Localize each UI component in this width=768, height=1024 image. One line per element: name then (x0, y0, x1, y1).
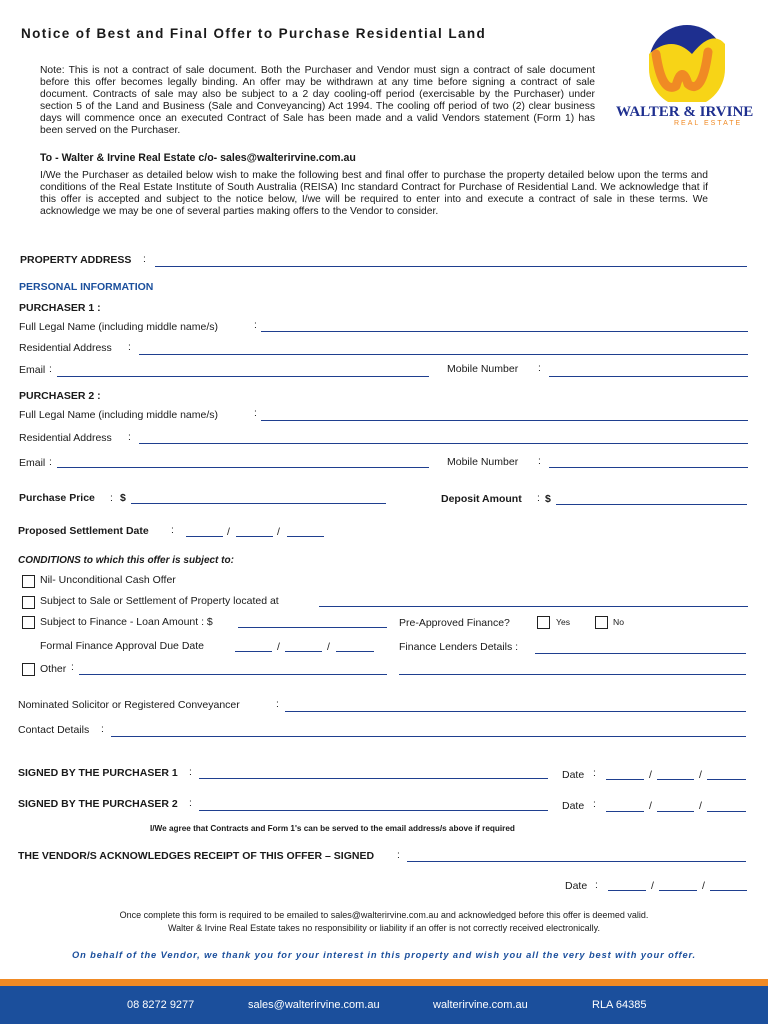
cond-other-checkbox[interactable] (22, 663, 35, 676)
signed1-slash-1: / (649, 769, 652, 781)
solicitor-field[interactable] (285, 711, 746, 712)
property-address-colon: : (143, 253, 146, 265)
settlement-date-label: Proposed Settlement Date (18, 525, 149, 537)
signed2-slash-2: / (699, 800, 702, 812)
p2-email-colon: : (49, 456, 52, 468)
deposit-colon: : (537, 492, 540, 504)
vendor-signed-label: THE VENDOR/S ACKNOWLEDGES RECEIPT OF THIS OFFER – SIGNED (18, 850, 375, 862)
company-logo (612, 24, 762, 134)
purchaser1-heading: PURCHASER 1 : (19, 302, 101, 314)
contact-details-colon: : (101, 723, 104, 735)
settlement-slash-1: / (227, 526, 230, 538)
p1-full-name-colon: : (254, 319, 257, 331)
p2-email-label: Email (19, 457, 46, 469)
p2-email-field[interactable] (57, 467, 429, 468)
p1-mobile-colon: : (538, 362, 541, 374)
signed2-date-day[interactable] (606, 811, 644, 812)
signed2-date-month[interactable] (657, 811, 694, 812)
settlement-slash-2: / (277, 526, 280, 538)
property-address-field[interactable] (155, 266, 747, 267)
deposit-field[interactable] (556, 504, 747, 505)
p1-email-label: Email (19, 364, 46, 376)
agree-note: I/We agree that Contracts and Form 1's can be served to the email address/s above if required (150, 824, 515, 833)
vendor-slash-1: / (651, 880, 654, 892)
bar-rla: RLA 64385 (592, 999, 647, 1011)
vendor-date-colon: : (595, 879, 598, 891)
solicitor-colon: : (276, 698, 279, 710)
form-title: Notice of Best and Final Offer to Purchase Residential Land (21, 26, 487, 41)
p2-mobile-field[interactable] (549, 467, 748, 468)
orange-stripe (0, 979, 768, 986)
contact-bar (0, 986, 768, 1024)
deposit-label: Deposit Amount (441, 493, 522, 505)
signed-purchaser1-label: SIGNED BY THE PURCHASER 1 (18, 767, 178, 779)
cond-nil-checkbox[interactable] (22, 575, 35, 588)
preapproved-no-checkbox[interactable] (595, 616, 608, 629)
personal-info-heading: PERSONAL INFORMATION (19, 281, 154, 293)
settlement-date-colon: : (171, 524, 174, 536)
vendor-date-label: Date (565, 880, 588, 892)
thanks-message: On behalf of the Vendor, we thank you for your interest in this property and wish you all the very best with your offer. (71, 950, 697, 960)
deposit-dollar: $ (545, 493, 551, 505)
purchase-price-field[interactable] (131, 503, 386, 504)
signed1-date-year[interactable] (707, 779, 746, 780)
cond-finance-checkbox[interactable] (22, 616, 35, 629)
finance-due-slash-1: / (277, 641, 280, 653)
logo-brand-text: WALTER & IRVINE (616, 104, 754, 120)
p2-mobile-colon: : (538, 455, 541, 467)
p2-residential-colon: : (128, 431, 131, 443)
cond-other-field-2[interactable] (399, 674, 746, 675)
property-address-label: PROPERTY ADDRESS (20, 254, 132, 266)
bar-phone[interactable]: 08 8272 9277 (127, 999, 195, 1011)
bar-email[interactable]: sales@walterirvine.com.au (248, 999, 380, 1011)
bar-website[interactable]: walterirvine.com.au (433, 999, 528, 1011)
p2-full-name-field[interactable] (261, 420, 748, 421)
p2-full-name-colon: : (254, 407, 257, 419)
p1-residential-label: Residential Address (19, 342, 112, 354)
conditions-heading: CONDITIONS to which this offer is subject to: (18, 555, 234, 566)
signed2-slash-1: / (649, 800, 652, 812)
signed-purchaser2-label: SIGNED BY THE PURCHASER 2 (18, 798, 178, 810)
vendor-date-year[interactable] (710, 890, 747, 891)
preapproved-no-label: No (613, 617, 624, 627)
intro-paragraph: I/We the Purchaser as detailed below wish to make the following best and final offer to purchase the property detailed below upon the terms and conditions of the Real Estate Institute of South Australia (REISA) Inc standard Contract for Purchase of Residential Land. We acknowledge that if this offer is accepted and subject to the notice below, I/we will be required to enter into and execute a contract of sale in these terms. We acknowledge we may be one of several parties making offers to the Vendor to consider. (40, 170, 708, 218)
vendor-slash-2: / (702, 880, 705, 892)
p2-full-name-label: Full Legal Name (including middle name/s) (19, 409, 219, 421)
logo-emblem (642, 24, 732, 102)
footer-note-line2: Walter & Irvine Real Estate takes no responsibility or liability if an offer is not correctly received electronically. (167, 923, 600, 933)
cond-finance-label: Subject to Finance - Loan Amount : $ (40, 616, 213, 628)
purchaser2-heading: PURCHASER 2 : (19, 390, 101, 402)
solicitor-label: Nominated Solicitor or Registered Conveyancer (18, 699, 240, 711)
vendor-date-month[interactable] (659, 890, 697, 891)
signed1-date-day[interactable] (606, 779, 644, 780)
lenders-label: Finance Lenders Details : (399, 641, 519, 653)
finance-due-day-field[interactable] (235, 651, 272, 652)
footer-note-line1: Once complete this form is required to be emailed to sales@walterirvine.com.au and acknowledged before this offer is deemed valid. (119, 910, 649, 920)
logo-sub-text: REAL ESTATE (674, 120, 743, 127)
preapproved-yes-checkbox[interactable] (537, 616, 550, 629)
p2-residential-label: Residential Address (19, 432, 112, 444)
loan-amount-field[interactable] (238, 627, 387, 628)
vendor-colon: : (397, 849, 400, 861)
p1-email-field[interactable] (57, 376, 429, 377)
signed1-date-month[interactable] (657, 779, 694, 780)
settlement-month-field[interactable] (236, 536, 273, 537)
disclaimer-note: Note: This is not a contract of sale document. Both the Purchaser and Vendor must sign a contract of sale document before this offer becomes legally binding. An offer may be withdrawn at any time before signing a contract of sale document. Contracts of sale may also be subject to a 2 day cooling-off period (exercisable by the Purchaser) under section 5 of the Land and Business (Sale and Conveyancing) Act 1994. The cooling off period of two (2) clear business days will commence once an executed Contract of Sale has been made and a valid Vendors statement (Form 1) has been served on the Purchaser. (40, 65, 595, 137)
cond-sale-label: Subject to Sale or Settlement of Property located at (40, 595, 279, 607)
p1-email-colon: : (49, 363, 52, 375)
finance-due-label: Formal Finance Approval Due Date (40, 640, 204, 652)
signed-purchaser2-field[interactable] (199, 810, 548, 811)
finance-due-slash-2: / (327, 641, 330, 653)
signed2-date-year[interactable] (707, 811, 746, 812)
cond-sale-checkbox[interactable] (22, 596, 35, 609)
settlement-year-field[interactable] (287, 536, 324, 537)
p1-full-name-field[interactable] (261, 331, 748, 332)
lenders-field[interactable] (535, 653, 746, 654)
p1-residential-colon: : (128, 341, 131, 353)
preapproved-yes-label: Yes (556, 617, 571, 627)
purchase-price-dollar: $ (120, 492, 126, 504)
contact-details-label: Contact Details (18, 724, 90, 736)
p1-full-name-label: Full Legal Name (including middle name/s) (19, 321, 219, 333)
vendor-date-day[interactable] (608, 890, 646, 891)
signed1-date-label: Date (562, 769, 585, 781)
preapproved-label: Pre-Approved Finance? (399, 617, 510, 629)
signed-purchaser1-field[interactable] (199, 778, 548, 779)
cond-sale-property-field[interactable] (319, 606, 748, 607)
contact-details-field[interactable] (111, 736, 746, 737)
signed2-colon: : (189, 797, 192, 809)
signed2-date-colon: : (593, 798, 596, 810)
finance-due-month-field[interactable] (285, 651, 322, 652)
vendor-signature-field[interactable] (407, 861, 746, 862)
signed1-date-colon: : (593, 767, 596, 779)
to-line: To - Walter & Irvine Real Estate c/o- sales@walterirvine.com.au (40, 152, 356, 164)
cond-other-label: Other (40, 663, 67, 675)
signed1-slash-2: / (699, 769, 702, 781)
cond-other-colon: : (71, 661, 74, 673)
p1-mobile-label: Mobile Number (447, 363, 519, 375)
p1-mobile-field[interactable] (549, 376, 748, 377)
cond-other-field[interactable] (79, 674, 387, 675)
signed2-date-label: Date (562, 800, 585, 812)
p2-residential-field[interactable] (139, 443, 748, 444)
p2-mobile-label: Mobile Number (447, 456, 519, 468)
settlement-day-field[interactable] (186, 536, 223, 537)
finance-due-year-field[interactable] (336, 651, 374, 652)
signed1-colon: : (189, 766, 192, 778)
purchase-price-label: Purchase Price (19, 492, 95, 504)
cond-nil-label: Nil- Unconditional Cash Offer (40, 574, 176, 586)
purchase-price-colon: : (110, 492, 113, 504)
p1-residential-field[interactable] (139, 354, 748, 355)
